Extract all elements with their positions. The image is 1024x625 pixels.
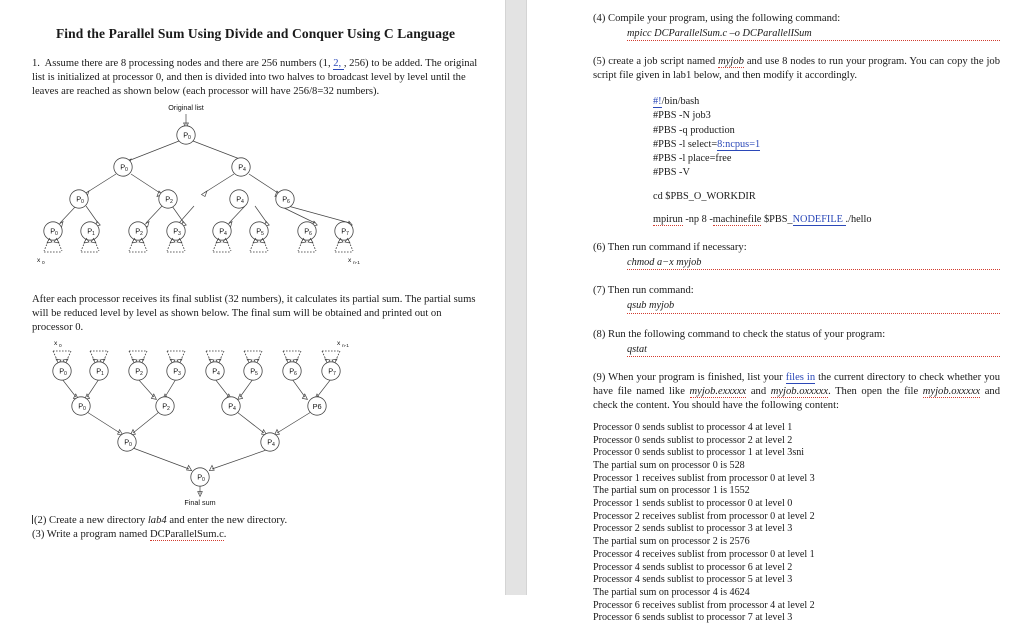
tree-node [250, 222, 268, 240]
svg-text:2: 2 [140, 371, 143, 378]
script-line: #PBS -q production [653, 124, 735, 136]
output-line: Processor 4 sends sublist to processor 6 at level 2 [593, 561, 793, 573]
svg-text:P: P [341, 226, 347, 236]
svg-text:P: P [304, 226, 310, 236]
svg-text:4: 4 [241, 199, 244, 206]
instruction-item-9 [593, 371, 1000, 413]
output-line: Processor 0 sends sublist to processor 4 at level 1 [593, 421, 793, 433]
svg-text:3: 3 [178, 231, 181, 238]
svg-text:4: 4 [224, 231, 227, 238]
instruction-item-3: (3) Write a program named DCParallelSum.c. [32, 528, 227, 540]
svg-text:P: P [228, 401, 234, 411]
svg-text:P: P [173, 366, 179, 376]
shebang-marker: #! [653, 96, 662, 108]
text-cursor [32, 515, 33, 524]
svg-text:P: P [162, 401, 168, 411]
page-left [0, 0, 505, 595]
tree-node [81, 222, 99, 240]
page-right [527, 0, 1022, 624]
select-value: 8:ncpus=1 [717, 138, 761, 150]
output-line: The partial sum on processor 1 is 1552 [593, 485, 750, 497]
svg-text:P: P [96, 366, 102, 376]
tree-node [244, 362, 262, 380]
script-blank [653, 204, 1000, 213]
svg-text:1: 1 [101, 371, 104, 378]
script-line: #PBS -N job3 [653, 110, 711, 122]
svg-text:P: P [76, 194, 82, 204]
tree-node [53, 362, 71, 380]
output-line: Processor 2 sends sublist to processor 3 at level 3 [593, 523, 793, 535]
svg-text:P: P [267, 437, 273, 447]
svg-text:0: 0 [188, 135, 191, 142]
svg-text:P: P [120, 162, 126, 172]
svg-text:4: 4 [217, 371, 220, 378]
error-file-name: myjob.exxxxx [689, 385, 747, 397]
output-line: Processor 1 receives sublist from processor 0 at level 3 [593, 472, 815, 484]
svg-text:n-1: n-1 [342, 343, 349, 349]
svg-text:P: P [256, 226, 262, 236]
tree-node [72, 397, 90, 415]
tree-node [276, 190, 294, 208]
script-line: #!/bin/bash [653, 96, 700, 108]
tree-node [129, 362, 147, 380]
tree-node [114, 158, 132, 176]
item9-text-e: and check the content. You should have the following content: [593, 385, 1000, 411]
svg-text:4: 4 [272, 442, 275, 449]
svg-text:0: 0 [42, 261, 45, 267]
tree-node [322, 362, 340, 380]
svg-text:2: 2 [167, 406, 170, 413]
svg-text:6: 6 [294, 371, 297, 378]
svg-text:P: P [282, 194, 288, 204]
output-line: Processor 1 sends sublist to processor 0 at level 0 [593, 498, 793, 510]
tree-node [308, 397, 326, 415]
tree-node [191, 468, 209, 486]
svg-text:5: 5 [255, 371, 258, 378]
svg-text:x: x [337, 339, 341, 347]
script-line: #PBS -l place=free [653, 153, 732, 165]
output-line: Processor 6 receives sublist from processor 4 at level 2 [593, 599, 815, 611]
tree-node [70, 190, 88, 208]
svg-text:1: 1 [92, 231, 95, 238]
tree-node [159, 190, 177, 208]
instruction-item-6: (6) Then run command if necessary: [593, 241, 747, 253]
tree-node [129, 222, 147, 240]
tree-node [156, 397, 174, 415]
svg-text:0: 0 [83, 406, 86, 413]
tree-node [335, 222, 353, 240]
number-range-link[interactable]: 2, [333, 58, 344, 70]
figure-broadcast-top-caption: Original list [168, 103, 204, 113]
svg-text:4: 4 [243, 167, 246, 174]
svg-text:6: 6 [309, 231, 312, 238]
svg-text:P: P [219, 226, 225, 236]
svg-text:P: P [50, 226, 56, 236]
tree-node [283, 362, 301, 380]
svg-text:7: 7 [333, 371, 336, 378]
figure-reduce-right-axis [337, 340, 349, 349]
output-line: Processor 4 receives sublist from processor 0 at level 1 [593, 548, 815, 560]
tree-node [222, 397, 240, 415]
tree-node [167, 362, 185, 380]
svg-text:P: P [165, 194, 171, 204]
figure-reduce-bottom-caption: Final sum [184, 497, 216, 505]
svg-text:P: P [135, 366, 141, 376]
svg-text:7: 7 [346, 231, 349, 238]
figure-reduce-left-axis [54, 340, 62, 349]
svg-text:P: P [78, 401, 84, 411]
output-line: Processor 0 sends sublist to processor 2 at level 2 [593, 434, 793, 446]
nodefile-var: NODEFILE [792, 213, 846, 225]
script-line: mpirun -np 8 -machinefile $PBS_NODEFILE ./hello [653, 213, 872, 225]
directory-name: lab4 [147, 514, 167, 526]
svg-text:P: P [238, 162, 244, 172]
program-filename: DCParallelSum.c [149, 528, 224, 540]
page-title: Find the Parallel Sum Using Divide and Conquer Using C Language [55, 26, 456, 41]
item9-text-a: (9) When your program is finished, list your [593, 371, 786, 383]
jobscript-name: myjob [718, 56, 744, 68]
svg-text:P: P [328, 366, 334, 376]
instruction-item-1: 1. Assume there are 8 processing nodes and there are 256 numbers (1, 2, , 256) to be added. The original list is initialized at processor 0, and then is divided into two halves to broadcast level by level until the leaves are reached as shown below (each processor will have 256/8=32 numbers). [32, 58, 478, 98]
instruction-item-5: (5) create a job script named myjob and use 8 nodes to run your program. You can copy the job script file given in lab1 below, and then modify it accordingly. [593, 56, 1000, 82]
tree-node [206, 362, 224, 380]
figure-reduce-tree [32, 335, 479, 510]
svg-text:x: x [348, 257, 352, 265]
svg-text:0: 0 [129, 442, 132, 449]
tree-node [298, 222, 316, 240]
svg-text:6: 6 [287, 199, 290, 206]
svg-text:n-1: n-1 [353, 261, 360, 267]
output-file-name-2: myjob.oxxxxx [922, 385, 981, 397]
tree-node [230, 190, 248, 208]
svg-text:0: 0 [81, 199, 84, 206]
tree-node [261, 433, 279, 451]
compile-command: mpicc DCParallelSum.c –o DCParallelISum [627, 27, 1000, 41]
tree-node [167, 222, 185, 240]
instruction-item-2: (2) Create a new directory lab4 and enter the new directory. [34, 514, 288, 526]
svg-text:P6: P6 [312, 401, 322, 411]
svg-text:3: 3 [178, 371, 181, 378]
item9-text-d: . Then open the file [828, 385, 923, 397]
output-line: The partial sum on processor 0 is 528 [593, 459, 745, 471]
script-line: #PBS -l select=8:ncpus=1 [653, 138, 761, 150]
files-in-link[interactable]: files in [785, 371, 816, 383]
svg-text:P: P [250, 366, 256, 376]
tree-node [118, 433, 136, 451]
paragraph-after-figure-1: After each processor receives its final sublist (32 numbers), it calculates its partial sum. The partial sums will be reduced level by level as shown below. The final sum will be obtained and printed out on processor 0. [32, 294, 476, 333]
output-line: Processor 2 receives sublist from processor 0 at level 2 [593, 510, 815, 522]
figure-broadcast-right-axis [348, 257, 360, 266]
svg-text:0: 0 [125, 167, 128, 174]
svg-text:P: P [183, 130, 189, 140]
svg-text:2: 2 [170, 199, 173, 206]
svg-text:P: P [87, 226, 93, 236]
instruction-item-4: (4) Compile your program, using the following command: [593, 13, 841, 24]
script-line: cd $PBS_O_WORKDIR [653, 190, 756, 202]
svg-text:5: 5 [261, 231, 264, 238]
output-line: The partial sum on processor 2 is 2576 [593, 536, 750, 548]
item9-text-c: and [746, 385, 771, 397]
figure-broadcast-left-axis [37, 257, 45, 266]
figure-broadcast-tree [32, 99, 479, 279]
pbs-script-block [653, 95, 1000, 227]
svg-text:P: P [289, 366, 295, 376]
qsub-command: qsub myjob [627, 299, 1000, 313]
svg-text:0: 0 [64, 371, 67, 378]
qstat-command: qstat [627, 343, 1000, 357]
svg-text:0: 0 [55, 231, 58, 238]
item9-text-b: the current directory to check whether you have file named like [593, 371, 1000, 397]
tree-node [232, 158, 250, 176]
script-line: #PBS -V [653, 167, 690, 179]
page-gutter [505, 0, 527, 595]
svg-text:P: P [59, 366, 65, 376]
svg-text:P: P [212, 366, 218, 376]
svg-text:P: P [124, 437, 130, 447]
svg-text:4: 4 [233, 406, 236, 413]
script-blank [653, 181, 1000, 190]
instruction-item-8: (8) Run the following command to check the status of your program: [593, 328, 886, 340]
svg-text:P: P [197, 472, 203, 482]
tree-leaf-group [44, 222, 353, 252]
output-line: The partial sum on processor 4 is 4624 [593, 586, 750, 598]
tree-node [90, 362, 108, 380]
svg-text:P: P [236, 194, 242, 204]
svg-text:0: 0 [59, 343, 62, 349]
svg-text:P: P [135, 226, 141, 236]
output-file-name: myjob.oxxxxx [770, 385, 829, 397]
svg-text:x: x [54, 339, 58, 347]
tree-node [44, 222, 62, 240]
tree-node [213, 222, 231, 240]
chmod-command: chmod a−x myjob [627, 256, 1000, 270]
svg-text:P: P [173, 226, 179, 236]
instruction-item-7: (7) Then run command: [593, 285, 694, 297]
svg-text:2: 2 [140, 231, 143, 238]
svg-text:0: 0 [202, 477, 205, 484]
output-line: Processor 0 sends sublist to processor 1 at level 3sni [593, 447, 805, 459]
svg-text:x: x [37, 257, 41, 265]
leaf-input-fans [53, 351, 340, 364]
output-line: Processor 4 sends sublist to processor 5 at level 3 [593, 574, 793, 586]
tree-node [177, 126, 195, 144]
output-line: Processor 6 sends sublist to processor 7 at level 3 [593, 612, 793, 624]
